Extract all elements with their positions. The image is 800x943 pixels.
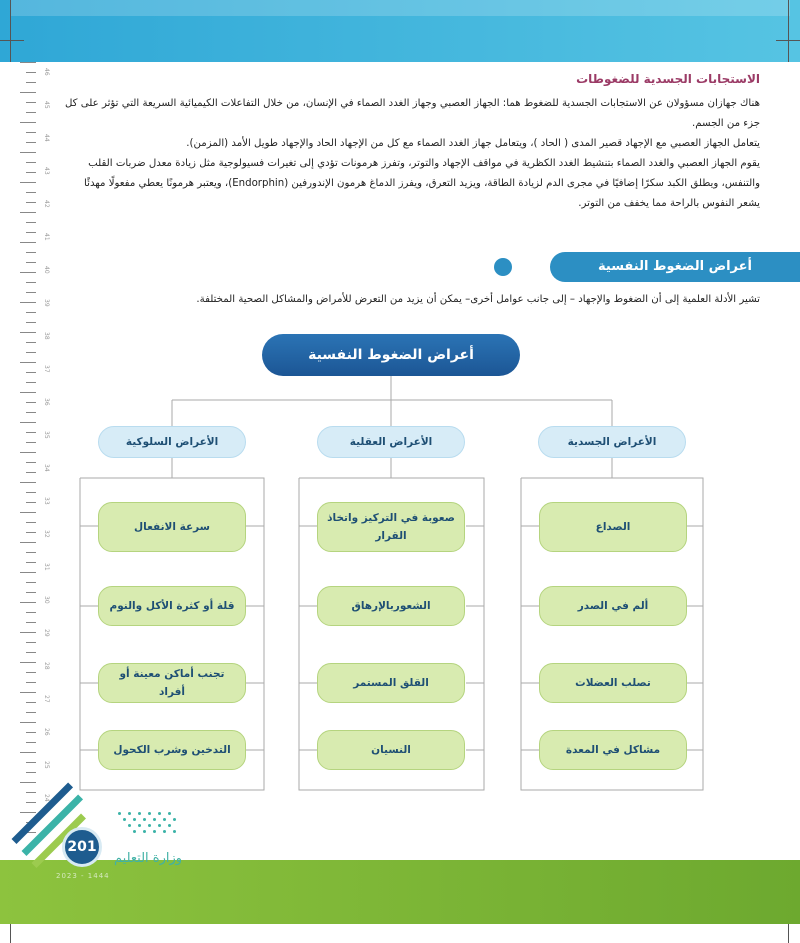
logo-dot	[143, 818, 146, 821]
edition-year: 2023 - 1444	[56, 872, 110, 880]
category-physical: الأعراض الجسدية	[538, 426, 686, 458]
ruler-number: 24	[43, 794, 50, 802]
symptom-item: تصلب العضلات	[539, 663, 687, 703]
symptom-item: الصداع	[539, 502, 687, 552]
paragraph: يتعامل الجهاز العصبي مع الإجهاد قصير المدى ( الحاد )، ويتعامل جهاز الغدد الصماء مع كل من الإجهاد الحاد والإجهاد طويل الأمد (المزمن).	[186, 138, 760, 149]
ruler-number: 38	[43, 332, 50, 340]
logo-dot	[148, 824, 151, 827]
logo-dot	[158, 812, 161, 815]
symptom-item: قلة أو كثرة الأكل والنوم	[98, 586, 246, 626]
logo-dot	[173, 830, 176, 833]
ruler-number: 43	[43, 167, 50, 175]
ruler-number: 40	[43, 266, 50, 274]
diagram-root-node: أعراض الضغوط النفسية	[262, 334, 520, 376]
logo-dot	[148, 812, 151, 815]
logo-dot	[153, 830, 156, 833]
ruler-number: 25	[43, 761, 50, 769]
logo-dot	[138, 812, 141, 815]
symptom-item: ألم في الصدر	[539, 586, 687, 626]
logo-dot	[163, 830, 166, 833]
logo-dot	[133, 830, 136, 833]
ruler-number: 27	[43, 695, 50, 703]
symptom-item: تجنب أماكن معينة أو أفراد	[98, 663, 246, 703]
paragraph: هناك جهازان مسؤولان عن الاستجابات الجسدية للضغوط هما: الجهاز العصبي وجهاز الغدد الصماء في الإنسان، من خلال التفاعلات الكيميائية السريعة التي تؤثر على كل جزء من الجسم.	[64, 98, 760, 129]
symptom-item: القلق المستمر	[317, 663, 465, 703]
ruler-number: 39	[43, 299, 50, 307]
category-behavioral: الأعراض السلوكية	[98, 426, 246, 458]
ruler-number: 26	[43, 728, 50, 736]
intro-paragraph: تشير الأدلة العلمية إلى أن الضغوط والإجهاد – إلى جانب عوامل أخرى– يمكن أن يزيد من التعرض للأمراض والمشاكل الصحية المختلفة.	[196, 294, 760, 305]
logo-dot	[138, 824, 141, 827]
symptom-item: صعوبة في التركيز واتخاذ القرار	[317, 502, 465, 552]
ruler-number: 46	[43, 68, 50, 76]
category-mental: الأعراض العقلية	[317, 426, 465, 458]
logo-dot	[133, 818, 136, 821]
logo-dots	[108, 812, 188, 842]
ruler-number: 41	[43, 233, 50, 241]
symptom-item: الشعوربالإرهاق	[317, 586, 465, 626]
ruler-number: 44	[43, 134, 50, 142]
logo-dot	[143, 830, 146, 833]
logo-dot	[128, 812, 131, 815]
symptom-item: سرعة الانفعال	[98, 502, 246, 552]
ruler-number: 28	[43, 662, 50, 670]
logo-dot	[163, 818, 166, 821]
logo-dot	[173, 818, 176, 821]
ruler-number: 45	[43, 101, 50, 109]
logo-dot	[153, 818, 156, 821]
ruler-number: 31	[43, 563, 50, 571]
symptom-item: النسيان	[317, 730, 465, 770]
ruler-number: 42	[43, 200, 50, 208]
logo-dot	[158, 824, 161, 827]
symptom-item: التدخين وشرب الكحول	[98, 730, 246, 770]
section-title: الاستجابات الجسدية للضغوطات	[576, 72, 760, 86]
ruler-number: 29	[43, 629, 50, 637]
ruler-number: 37	[43, 365, 50, 373]
symptom-item: مشاكل في المعدة	[539, 730, 687, 770]
ruler-number: 36	[43, 398, 50, 406]
logo-dot	[168, 812, 171, 815]
ruler-number: 32	[43, 530, 50, 538]
ruler-number: 35	[43, 431, 50, 439]
ruler-number: 30	[43, 596, 50, 604]
ruler-number: 34	[43, 464, 50, 472]
logo-dot	[168, 824, 171, 827]
logo-dot	[118, 812, 121, 815]
paragraph: يقوم الجهاز العصبي والغدد الصماء بتنشيط الغدد الكظرية في مواقف الإجهاد والتوتر، وتفرز هرمونات تؤدي إلى تغيرات فسيولوجية مثل زيادة معدل ضربات القلب والتنفس، ويطلق الكبد سكرًا إضافيًا في مجرى الدم لزيادة الطاقة، ويزيد التعرق، ويفرز الدماغ هرمون الإندورفين (Endorphin)، ويعتبر هرمونًا يعطي مفعولًا مهدئًا يشعر النفوس بالراحة مما يخفف من التوتر.	[84, 158, 760, 209]
ruler-number: 33	[43, 497, 50, 505]
page-number: 201	[62, 827, 102, 867]
logo-dot	[123, 818, 126, 821]
logo-dot	[128, 824, 131, 827]
section-banner: أعراض الضغوط النفسية	[550, 252, 800, 282]
ministry-logo-text: وزارة التعليم	[114, 851, 183, 866]
footer-band	[0, 860, 800, 924]
